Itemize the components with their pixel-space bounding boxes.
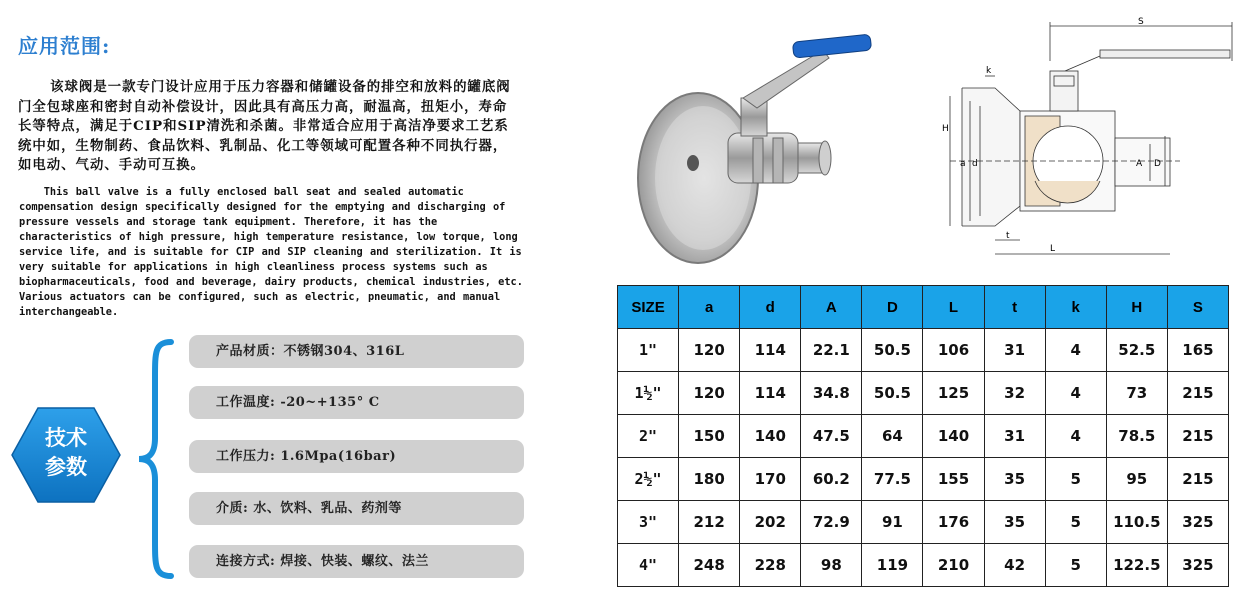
header-size: SIZE [618,286,679,329]
cell: 42 [984,544,1045,587]
label-s: S [1138,17,1144,27]
spec-connection: 连接方式: 焊接、快装、螺纹、法兰 [189,545,524,578]
label-t: t [1006,231,1010,241]
cell: 4 [1045,329,1106,372]
cell: 50.5 [862,329,923,372]
table-row [618,372,1229,415]
label-d-small: d [972,159,978,169]
header-k: k [1045,286,1106,329]
cell: 35 [984,501,1045,544]
cell: 5 [1045,458,1106,501]
tech-params-label-line2: 参数 [45,454,87,479]
tech-params-label [10,423,122,481]
cell: 155 [923,458,984,501]
cell: 52.5 [1106,329,1167,372]
spec-material: 产品材质：不锈钢304、316L [189,335,524,368]
cell: 91 [862,501,923,544]
header-a: a [679,286,740,329]
cell: 22.1 [801,329,862,372]
cell-size: 1½" [618,372,679,415]
cell: 50.5 [862,372,923,415]
cell: 35 [984,458,1045,501]
cell: 77.5 [862,458,923,501]
cell-size: 3" [618,501,679,544]
header-d-big: D [862,286,923,329]
cell: 215 [1167,415,1228,458]
table-row [618,329,1229,372]
cell: 248 [679,544,740,587]
cell: 202 [740,501,801,544]
spec-temperature: 工作温度: -20~+135° C [189,386,524,419]
cell: 110.5 [1106,501,1167,544]
cell: 122.5 [1106,544,1167,587]
cell: 215 [1167,372,1228,415]
cell: 150 [679,415,740,458]
cell-size: 2" [618,415,679,458]
label-a-big: A [1136,159,1143,169]
header-s: S [1167,286,1228,329]
cell: 120 [679,372,740,415]
header-h: H [1106,286,1167,329]
label-d-big: D [1154,159,1161,169]
cell: 165 [1167,329,1228,372]
cell-size: 4" [618,544,679,587]
table-row [618,501,1229,544]
spec-pressure: 工作压力: 1.6Mpa(16bar) [189,440,524,473]
cell: 106 [923,329,984,372]
cell: 325 [1167,501,1228,544]
curly-brace [135,338,175,580]
cell: 32 [984,372,1045,415]
cell: 60.2 [801,458,862,501]
header-a-big: A [801,286,862,329]
header-l: L [923,286,984,329]
cell: 31 [984,329,1045,372]
cell: 95 [1106,458,1167,501]
cell: 34.8 [801,372,862,415]
cell: 31 [984,415,1045,458]
cell: 170 [740,458,801,501]
cell-size: 1" [618,329,679,372]
description-english: This ball valve is a fully enclosed ball seat and sealed automatic compensation design specifically designed for the emptying and discharging of pressure vessels and storage tank equipment. Therefore, it has the characteristics of high pressure, high temperature resistance, low torque, long service life, and is suitable for CIP and SIP cleaning and sterilization. It is very suitable for applications in high cleanliness process systems such as biopharmaceuticals, food and beverage, dairy products, chemical industries, etc. Various actuators can be configured, such as electric, pneumatic, and manual interchangeable. [19,186,523,318]
cell: 78.5 [1106,415,1167,458]
label-h: H [942,124,949,134]
ball-valve-product-image [633,28,903,268]
table-row [618,415,1229,458]
cell: 210 [923,544,984,587]
cell: 180 [679,458,740,501]
cell: 4 [1045,415,1106,458]
label-k: k [986,66,992,76]
cell: 325 [1167,544,1228,587]
header-d: d [740,286,801,329]
cell: 176 [923,501,984,544]
table-row [618,458,1229,501]
cell: 47.5 [801,415,862,458]
cell: 5 [1045,544,1106,587]
tech-params-label-line1: 技术 [45,425,87,450]
cell: 140 [740,415,801,458]
cell-size: 2½" [618,458,679,501]
table-header-row [618,286,1229,329]
table-row [618,544,1229,587]
label-l: L [1050,244,1056,254]
cell: 72.9 [801,501,862,544]
cell: 140 [923,415,984,458]
cell: 5 [1045,501,1106,544]
cell: 98 [801,544,862,587]
cell: 64 [862,415,923,458]
cell: 212 [679,501,740,544]
section-title: 应用范围: [18,34,111,58]
label-a: a [960,159,966,169]
cell: 125 [923,372,984,415]
description-chinese: 该球阀是一款专门设计应用于压力容器和储罐设备的排空和放料的罐底阀门全包球座和密封自动补偿设计，因此具有高压力高，耐温高，扭矩小，寿命长等特点，满足于CIP和SIP清洗和杀菌。非常适合应用于高洁净要求工艺系统中如，生物制药、食品饮料、乳制品、化工等领域可配置各种不同执行器，如电动、气动、手动可互换。 [18,79,511,173]
cell: 4 [1045,372,1106,415]
cell: 119 [862,544,923,587]
size-dimension-table [617,285,1229,587]
cell: 215 [1167,458,1228,501]
cell: 120 [679,329,740,372]
cell: 228 [740,544,801,587]
cell: 114 [740,329,801,372]
header-t: t [984,286,1045,329]
dimension-drawing [940,16,1240,266]
cell: 114 [740,372,801,415]
spec-medium: 介质: 水、饮料、乳品、药剂等 [189,492,524,525]
cell: 73 [1106,372,1167,415]
